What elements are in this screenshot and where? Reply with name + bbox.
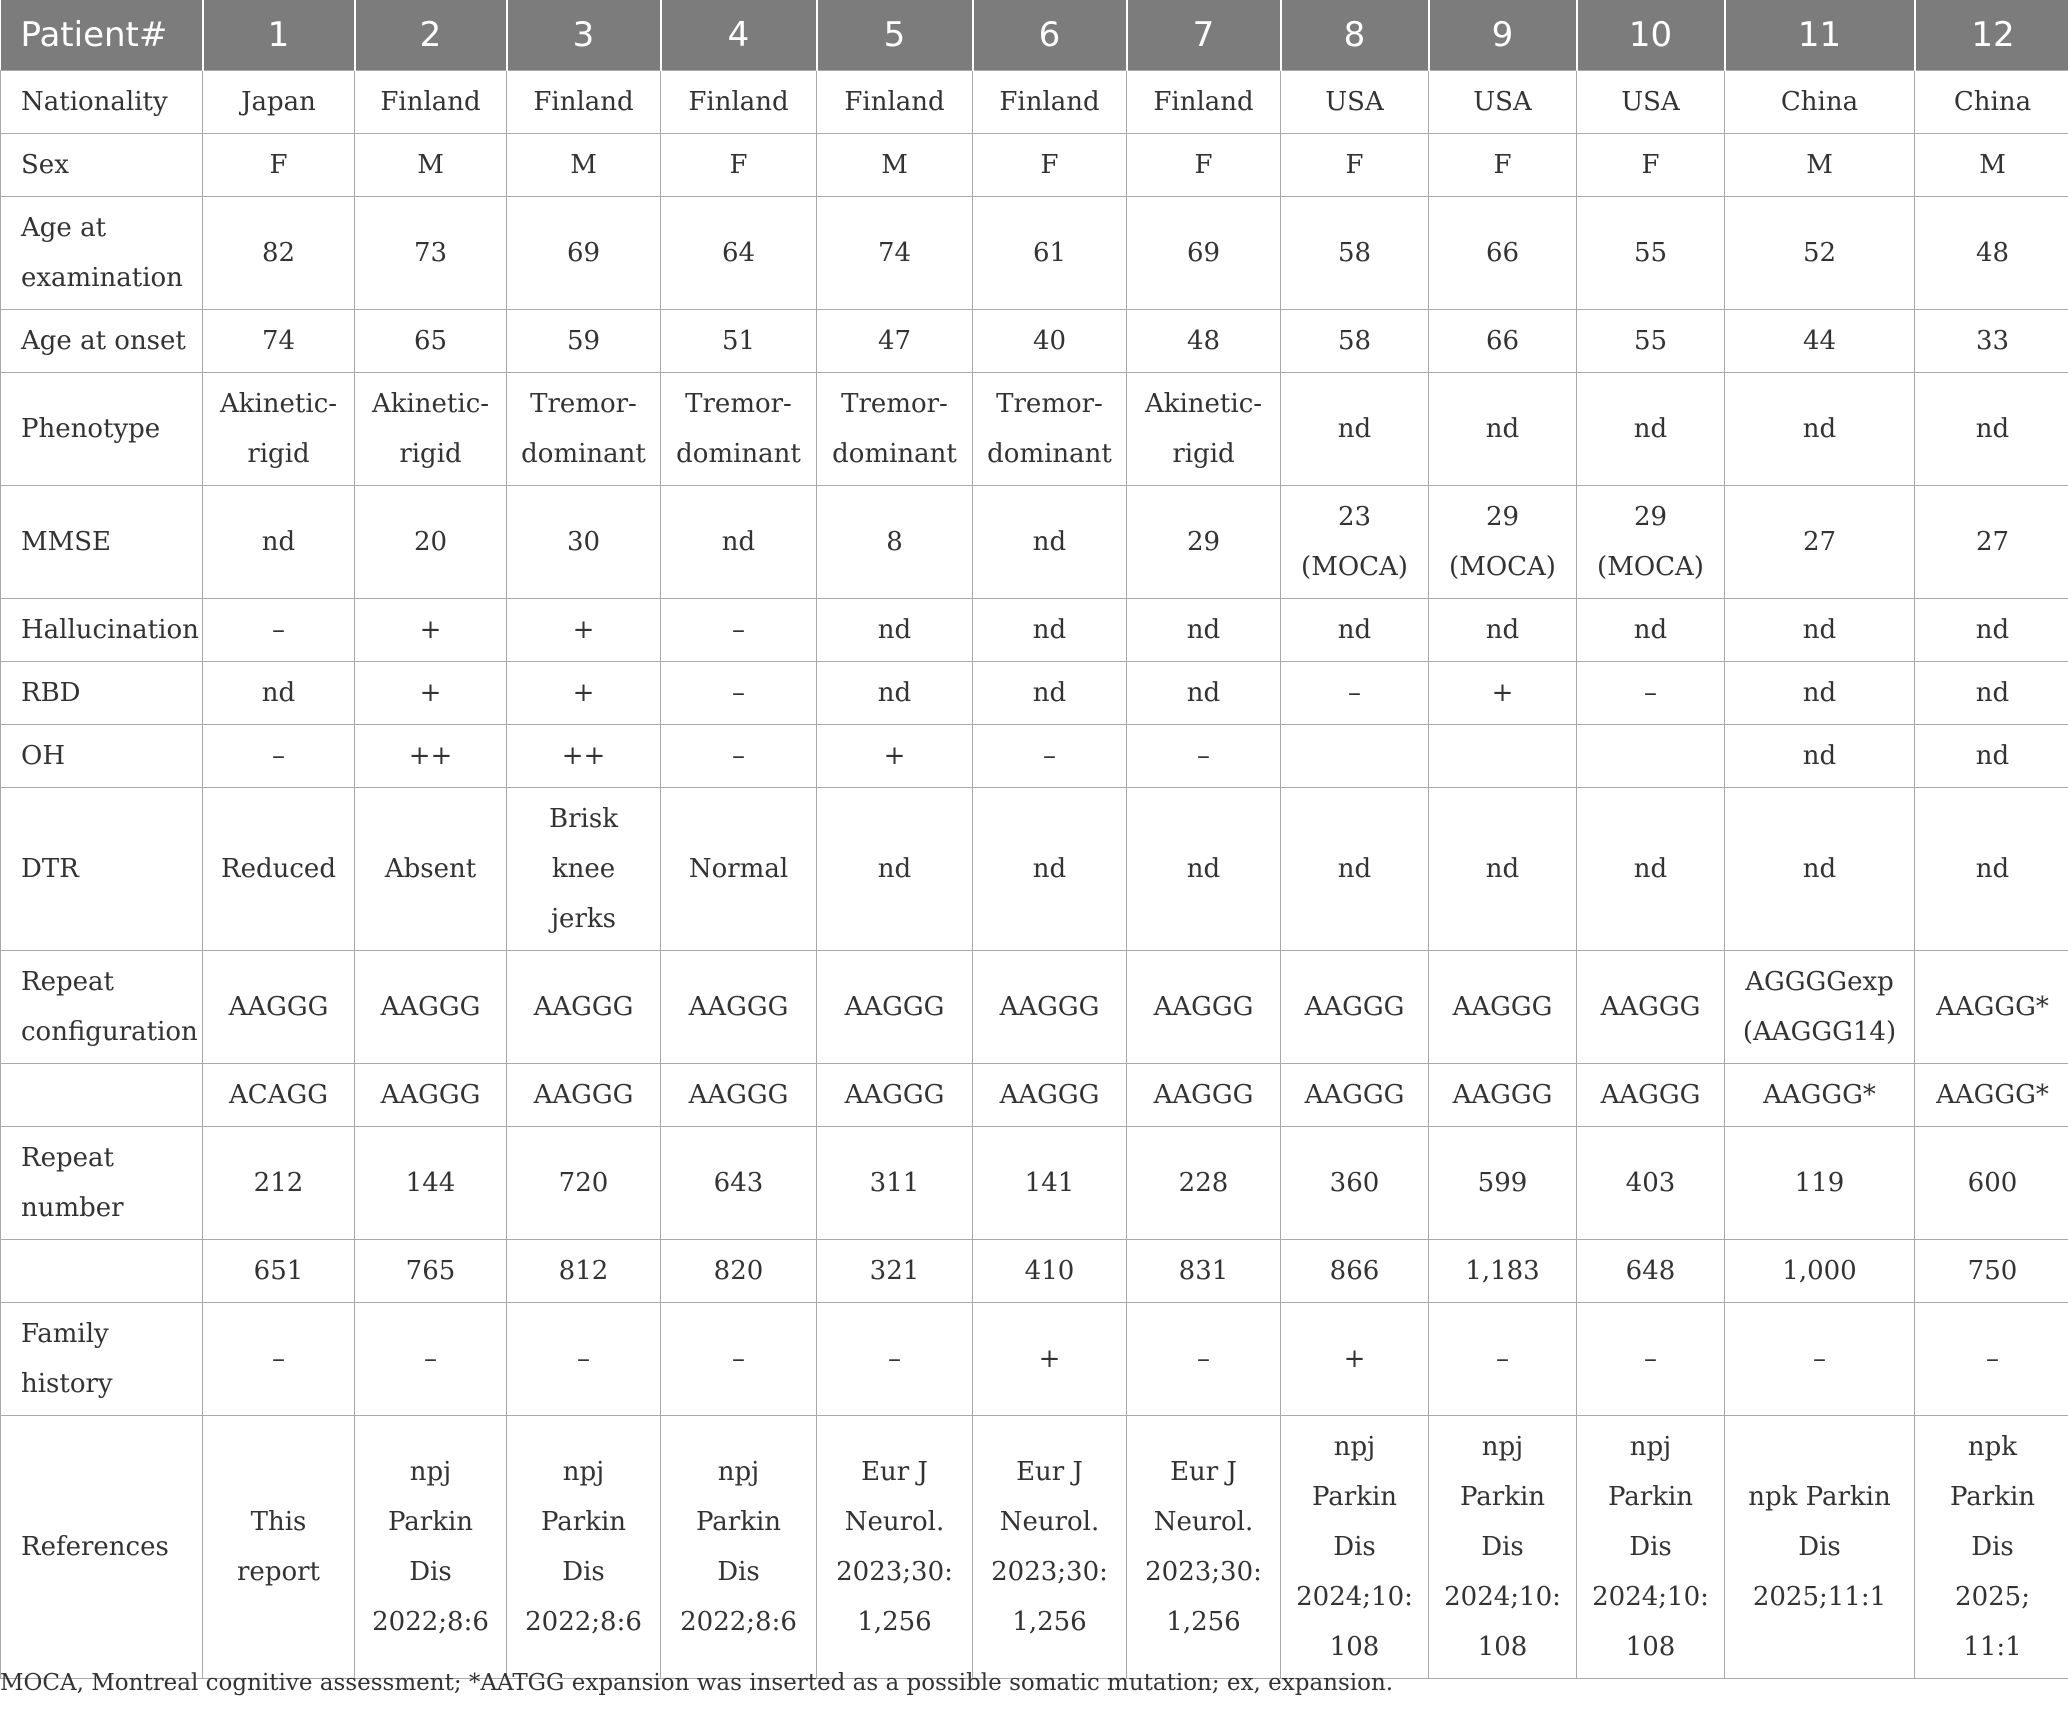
table-cell: M (507, 134, 661, 197)
table-cell: Tremor- dominant (973, 373, 1127, 486)
table-cell: 61 (973, 197, 1127, 310)
table-cell: 55 (1577, 310, 1725, 373)
table-cell: – (203, 725, 355, 788)
header-cell: 2 (355, 0, 507, 71)
table-cell: This report (203, 1416, 355, 1679)
table-cell: 66 (1429, 310, 1577, 373)
table-cell: AAGGG (355, 1064, 507, 1127)
table-cell: Finland (355, 71, 507, 134)
table-cell: AAGGG (661, 951, 817, 1064)
table-cell: nd (817, 599, 973, 662)
table-row (1, 134, 2068, 197)
table-cell: 74 (203, 310, 355, 373)
table-cell: ACAGG (203, 1064, 355, 1127)
table-cell: – (973, 725, 1127, 788)
table-cell: AAGGG* (1725, 1064, 1915, 1127)
table-cell: AAGGG (507, 951, 661, 1064)
table-cell (1429, 725, 1577, 788)
table-cell: + (355, 662, 507, 725)
table-cell: China (1915, 71, 2068, 134)
header-cell: 1 (203, 0, 355, 71)
table-cell: 600 (1915, 1127, 2068, 1240)
table-row (1, 599, 2068, 662)
row-label: Hallucination (1, 599, 203, 662)
header-cell: 5 (817, 0, 973, 71)
table-cell: – (355, 1303, 507, 1416)
table-cell: 599 (1429, 1127, 1577, 1240)
table-row (1, 725, 2068, 788)
table-cell: nd (1725, 373, 1915, 486)
row-label: Age at examination (1, 197, 203, 310)
table-cell: AAGGG (1281, 1064, 1429, 1127)
row-label: OH (1, 725, 203, 788)
table-cell: nd (1127, 599, 1281, 662)
table-cell: 311 (817, 1127, 973, 1240)
table-row (1, 486, 2068, 599)
table-body (1, 71, 2068, 1679)
table-row (1, 197, 2068, 310)
table-cell: AAGGG (817, 951, 973, 1064)
table-row (1, 1240, 2068, 1303)
row-label: Repeat number (1, 1127, 203, 1240)
row-label (1, 1240, 203, 1303)
table-cell: USA (1577, 71, 1725, 134)
table-cell: M (1915, 134, 2068, 197)
table-cell: 73 (355, 197, 507, 310)
table-cell: 648 (1577, 1240, 1725, 1303)
table-cell: nd (1127, 662, 1281, 725)
table-cell: 59 (507, 310, 661, 373)
header-cell: 7 (1127, 0, 1281, 71)
table-cell: nd (203, 662, 355, 725)
header-cell: 11 (1725, 0, 1915, 71)
table-cell: Akinetic- rigid (355, 373, 507, 486)
table-cell: + (817, 725, 973, 788)
table-cell: + (1429, 662, 1577, 725)
table-cell: AAGGG (817, 1064, 973, 1127)
row-label: DTR (1, 788, 203, 951)
row-label: RBD (1, 662, 203, 725)
table-cell: – (203, 1303, 355, 1416)
table-cell: AAGGG (661, 1064, 817, 1127)
table-cell: AAGGG (1127, 1064, 1281, 1127)
table-cell: 866 (1281, 1240, 1429, 1303)
header-cell: 3 (507, 0, 661, 71)
table-cell: Akinetic- rigid (203, 373, 355, 486)
table-cell: 47 (817, 310, 973, 373)
table-row (1, 662, 2068, 725)
table-cell: 74 (817, 197, 973, 310)
row-label: Sex (1, 134, 203, 197)
table-cell: 212 (203, 1127, 355, 1240)
table-cell: 27 (1915, 486, 2068, 599)
table-cell: npj Parkin Dis 2022;8:6 (355, 1416, 507, 1679)
table-cell: – (1915, 1303, 2068, 1416)
table-cell: F (1577, 134, 1725, 197)
row-label: Phenotype (1, 373, 203, 486)
table-cell: nd (1915, 662, 2068, 725)
table-cell: Absent (355, 788, 507, 951)
table-cell: 66 (1429, 197, 1577, 310)
table-cell: Reduced (203, 788, 355, 951)
table-cell: F (973, 134, 1127, 197)
row-label: MMSE (1, 486, 203, 599)
table-cell: nd (1127, 788, 1281, 951)
table-cell: AAGGG (203, 951, 355, 1064)
table-cell: 33 (1915, 310, 2068, 373)
header-cell: 10 (1577, 0, 1725, 71)
table-cell: M (817, 134, 973, 197)
table-cell: AAGGG (1429, 951, 1577, 1064)
table-cell: F (1127, 134, 1281, 197)
table-cell: – (1577, 1303, 1725, 1416)
table-cell: nd (1915, 373, 2068, 486)
table-header-row (1, 0, 2068, 71)
table-cell: nd (1915, 725, 2068, 788)
table-cell: – (1127, 725, 1281, 788)
table-row (1, 1416, 2068, 1679)
table-cell: – (661, 725, 817, 788)
table-cell: 58 (1281, 310, 1429, 373)
table-cell: 720 (507, 1127, 661, 1240)
header-cell: 8 (1281, 0, 1429, 71)
row-label: References (1, 1416, 203, 1679)
table-cell: 8 (817, 486, 973, 599)
table-cell: + (507, 599, 661, 662)
table-cell: Finland (973, 71, 1127, 134)
table-cell: AAGGG (1127, 951, 1281, 1064)
table-cell: 44 (1725, 310, 1915, 373)
table-cell: 20 (355, 486, 507, 599)
table-cell: 69 (507, 197, 661, 310)
table-cell: F (1429, 134, 1577, 197)
table-cell: F (1281, 134, 1429, 197)
table-cell: ++ (355, 725, 507, 788)
table-cell: nd (973, 788, 1127, 951)
table-cell: M (1725, 134, 1915, 197)
table-cell: F (661, 134, 817, 197)
table-cell: Eur J Neurol. 2023;30: 1,256 (973, 1416, 1127, 1679)
table-cell: nd (203, 486, 355, 599)
table-cell: Tremor- dominant (507, 373, 661, 486)
table-cell: Brisk knee jerks (507, 788, 661, 951)
header-cell: 9 (1429, 0, 1577, 71)
table-cell: 144 (355, 1127, 507, 1240)
table-row (1, 310, 2068, 373)
table-cell (1577, 725, 1725, 788)
table-cell: 58 (1281, 197, 1429, 310)
row-label: Family history (1, 1303, 203, 1416)
table-cell: nd (1429, 599, 1577, 662)
table-cell: – (817, 1303, 973, 1416)
table-cell: nd (1915, 788, 2068, 951)
table-cell: 48 (1127, 310, 1281, 373)
table-cell: Akinetic- rigid (1127, 373, 1281, 486)
table-cell: – (507, 1303, 661, 1416)
table-cell: China (1725, 71, 1915, 134)
table-footnote: MOCA, Montreal cognitive assessment; *AATGG expansion was inserted as a possible somatic mutation; ex, expansion. (0, 1670, 1394, 1696)
table-row (1, 1127, 2068, 1240)
table-cell: AAGGG (973, 1064, 1127, 1127)
table-cell: – (1127, 1303, 1281, 1416)
table-cell: 23 (MOCA) (1281, 486, 1429, 599)
table-cell: npj Parkin Dis 2024;10: 108 (1429, 1416, 1577, 1679)
table-cell: – (1725, 1303, 1915, 1416)
table-cell: AAGGG (355, 951, 507, 1064)
table-cell: + (507, 662, 661, 725)
table-cell: 52 (1725, 197, 1915, 310)
table-cell: Eur J Neurol. 2023;30: 1,256 (817, 1416, 973, 1679)
table-cell: – (203, 599, 355, 662)
header-cell: 12 (1915, 0, 2068, 71)
table-cell: 82 (203, 197, 355, 310)
table-cell: 765 (355, 1240, 507, 1303)
table-cell: npk Parkin Dis 2025; 11:1 (1915, 1416, 2068, 1679)
table-cell: npj Parkin Dis 2022;8:6 (661, 1416, 817, 1679)
header-cell: 6 (973, 0, 1127, 71)
table-cell: 651 (203, 1240, 355, 1303)
table-cell: USA (1429, 71, 1577, 134)
table-cell: nd (1281, 599, 1429, 662)
table-cell: nd (1429, 788, 1577, 951)
table-cell: nd (1281, 788, 1429, 951)
header-cell: 4 (661, 0, 817, 71)
table-cell: M (355, 134, 507, 197)
table-cell: – (1577, 662, 1725, 725)
table-cell: AAGGG (1429, 1064, 1577, 1127)
table-cell: 55 (1577, 197, 1725, 310)
table-cell: 410 (973, 1240, 1127, 1303)
table-cell: npk Parkin Dis 2025;11:1 (1725, 1416, 1915, 1679)
table-row (1, 1303, 2068, 1416)
table-cell: npj Parkin Dis 2024;10: 108 (1281, 1416, 1429, 1679)
table-cell: nd (1429, 373, 1577, 486)
table-row (1, 951, 2068, 1064)
table-cell: npj Parkin Dis 2022;8:6 (507, 1416, 661, 1679)
table-cell: nd (1577, 373, 1725, 486)
table-cell: npj Parkin Dis 2024;10: 108 (1577, 1416, 1725, 1679)
table-cell: + (1281, 1303, 1429, 1416)
table-cell: 30 (507, 486, 661, 599)
table-cell: nd (1725, 599, 1915, 662)
table-cell: 51 (661, 310, 817, 373)
table-cell: AGGGGexp (AAGGG14) (1725, 951, 1915, 1064)
table-row (1, 1064, 2068, 1127)
table-cell: 1,183 (1429, 1240, 1577, 1303)
table-cell: 29 (MOCA) (1577, 486, 1725, 599)
table-cell: nd (1725, 788, 1915, 951)
table-cell: AAGGG* (1915, 1064, 2068, 1127)
table-cell (1281, 725, 1429, 788)
table-cell: Normal (661, 788, 817, 951)
table-row (1, 788, 2068, 951)
table-cell: + (973, 1303, 1127, 1416)
row-label: Nationality (1, 71, 203, 134)
table-cell: 119 (1725, 1127, 1915, 1240)
table-cell: 643 (661, 1127, 817, 1240)
table-cell: nd (973, 486, 1127, 599)
table-cell: 1,000 (1725, 1240, 1915, 1303)
table-cell: AAGGG (507, 1064, 661, 1127)
header-cell: Patient# (1, 0, 203, 71)
table-cell: AAGGG (1281, 951, 1429, 1064)
table-cell: USA (1281, 71, 1429, 134)
table-cell: Tremor- dominant (817, 373, 973, 486)
row-label: Age at onset (1, 310, 203, 373)
table-cell: 820 (661, 1240, 817, 1303)
row-label: Repeat configuration (1, 951, 203, 1064)
table-cell: 64 (661, 197, 817, 310)
table-cell: – (661, 599, 817, 662)
table-cell: 228 (1127, 1127, 1281, 1240)
table-cell: AAGGG* (1915, 951, 2068, 1064)
table-cell: AAGGG (1577, 1064, 1725, 1127)
table-cell: – (661, 662, 817, 725)
table-cell: nd (1577, 599, 1725, 662)
table-cell: F (203, 134, 355, 197)
table-cell: 40 (973, 310, 1127, 373)
table-row (1, 373, 2068, 486)
table-cell: – (1281, 662, 1429, 725)
table-cell: AAGGG (1577, 951, 1725, 1064)
table-cell: 48 (1915, 197, 2068, 310)
table-cell: 360 (1281, 1127, 1429, 1240)
table-cell: 750 (1915, 1240, 2068, 1303)
table-cell: nd (1915, 599, 2068, 662)
table-cell: Japan (203, 71, 355, 134)
table-cell: nd (973, 662, 1127, 725)
table-cell: nd (973, 599, 1127, 662)
table-cell: Finland (507, 71, 661, 134)
table-cell: Finland (817, 71, 973, 134)
table-cell: nd (817, 788, 973, 951)
table-cell: nd (817, 662, 973, 725)
table-cell: Tremor- dominant (661, 373, 817, 486)
table-cell: 29 (MOCA) (1429, 486, 1577, 599)
row-label (1, 1064, 203, 1127)
table-cell: nd (1281, 373, 1429, 486)
table-cell: 141 (973, 1127, 1127, 1240)
table-cell: – (661, 1303, 817, 1416)
table-cell: ++ (507, 725, 661, 788)
table-cell: Finland (1127, 71, 1281, 134)
table-cell: nd (1725, 725, 1915, 788)
table-cell: 29 (1127, 486, 1281, 599)
table-cell: AAGGG (973, 951, 1127, 1064)
table-cell: nd (1725, 662, 1915, 725)
table-cell: Finland (661, 71, 817, 134)
table-cell: nd (1577, 788, 1725, 951)
table-row (1, 71, 2068, 134)
table-cell: 27 (1725, 486, 1915, 599)
table-cell: 69 (1127, 197, 1281, 310)
table-cell: 321 (817, 1240, 973, 1303)
table-cell: 812 (507, 1240, 661, 1303)
table-cell: 403 (1577, 1127, 1725, 1240)
table-cell: Eur J Neurol. 2023;30: 1,256 (1127, 1416, 1281, 1679)
table-cell: nd (661, 486, 817, 599)
table-cell: 831 (1127, 1240, 1281, 1303)
table-cell: – (1429, 1303, 1577, 1416)
table-cell: + (355, 599, 507, 662)
table-cell: 65 (355, 310, 507, 373)
